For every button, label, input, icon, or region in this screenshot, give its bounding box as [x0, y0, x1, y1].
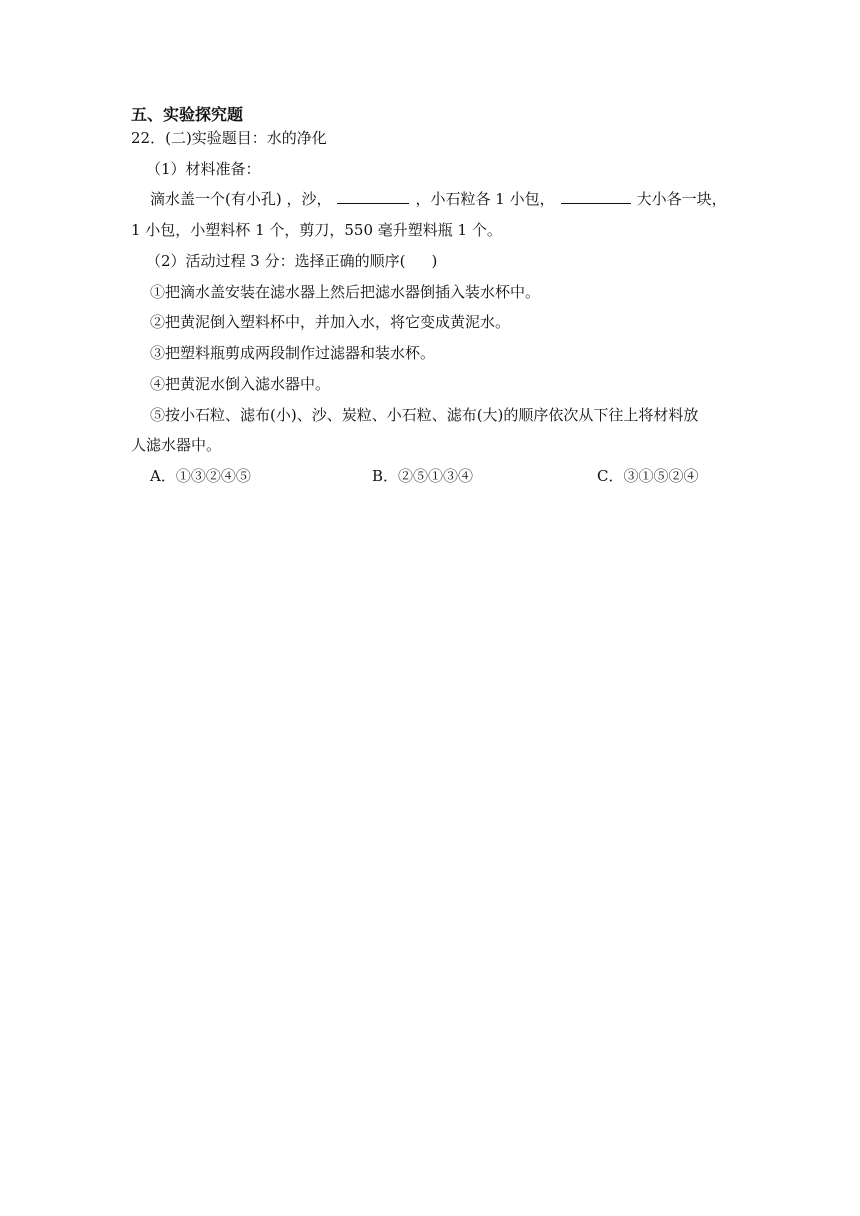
step-4: ④把黄泥水倒入滤水器中。 [150, 375, 331, 393]
materials-text-a: 滴水盖一个(有小孔) ，沙， [150, 190, 332, 208]
part1-label: （1）材料准备： [146, 160, 261, 178]
option-c-letter: C． [597, 467, 624, 485]
materials-text-c: 大小各一块， [636, 190, 727, 208]
option-c[interactable] [597, 466, 699, 486]
question-header [131, 128, 327, 148]
question-heading: (二)实验题目：水的净化 [165, 129, 327, 147]
question-number: 22． [131, 129, 166, 147]
option-b-text: ②⑤①③④ [398, 467, 474, 485]
answer-blank-2[interactable] [561, 189, 631, 204]
option-b[interactable] [372, 466, 473, 486]
part2-close: ) [431, 252, 438, 270]
part2-label: （2）活动过程 3 分：选择正确的顺序( [146, 252, 406, 270]
part2-line [146, 251, 437, 271]
answer-blank-1[interactable] [337, 189, 409, 204]
materials-line-2: 1 小包，小塑料杯 1 个，剪刀，550 毫升塑料瓶 1 个。 [131, 221, 502, 239]
section-title: 五、实验探究题 [131, 105, 244, 124]
step-1: ①把滴水盖安装在滤水器上然后把滤水器倒插入装水杯中。 [150, 283, 541, 301]
option-b-letter: B． [372, 467, 399, 485]
materials-line-1 [150, 189, 727, 209]
option-c-text: ③①⑤②④ [623, 467, 699, 485]
step-5: ⑤按小石粒、滤布(小)、沙、炭粒、小石粒、滤布(大)的顺序依次从下往上将材料放 [150, 406, 699, 424]
option-a[interactable] [150, 466, 251, 486]
option-a-text: ①③②④⑤ [175, 467, 251, 485]
option-a-letter: A． [150, 467, 176, 485]
step-3: ③把塑料瓶剪成两段制作过滤器和装水杯。 [150, 344, 436, 362]
step-2: ②把黄泥倒入塑料杯中，并加入水，将它变成黄泥水。 [150, 313, 511, 331]
step-5-continued: 人滤水器中。 [131, 436, 222, 454]
materials-text-b: ，小石粒各 1 小包， [415, 190, 555, 208]
